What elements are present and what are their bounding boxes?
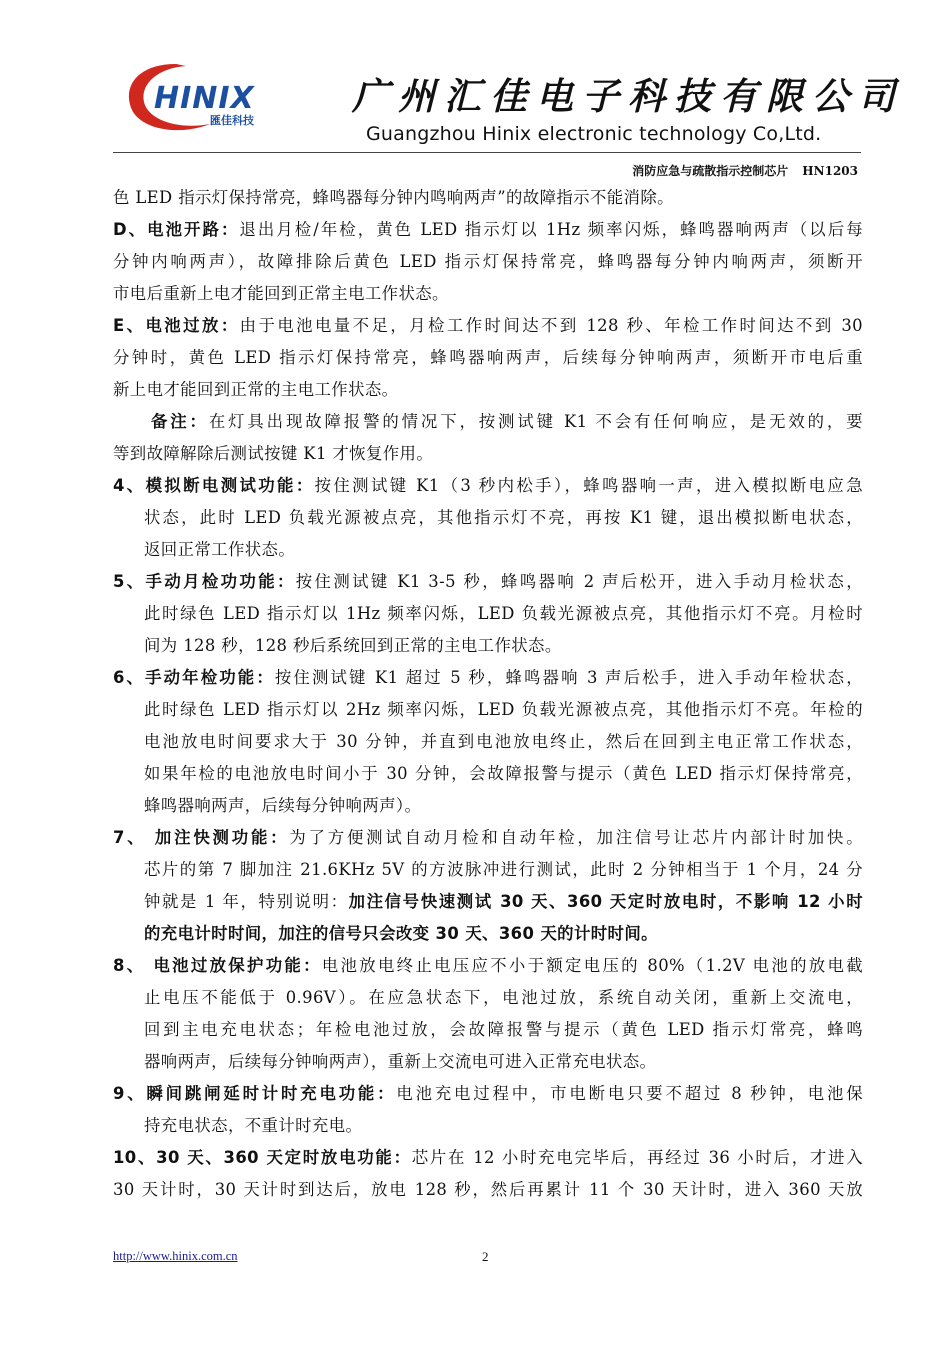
text-line: 如果年检的电池放电时间小于 30 分钟，会故障报警与提示（黄色 LED 指示灯保持常亮， — [144, 764, 863, 783]
section-label: 8、 电池过放保护功能： — [113, 956, 322, 975]
text-line: 30 天计时，30 天计时到达后，放电 128 秒，然后再累计 11 个 30 天计时，进入 360 天放 — [113, 1180, 863, 1199]
text-span: 电池充电过程中，市电断电只要不超过 8 秒钟，电池保 — [396, 1084, 864, 1103]
text-line — [113, 950, 863, 982]
text-span: 钟就是 1 年，特别说明： — [144, 892, 349, 911]
text-line — [113, 1142, 863, 1174]
text-line — [113, 470, 863, 502]
text-line: 持充电状态，不重计时充电。 — [144, 1116, 363, 1135]
logo-text: HINIX — [154, 81, 255, 116]
text-span: 为了方便测试自动月检和自动年检，加注信号让芯片内部计时加快。 — [289, 828, 863, 847]
text-line: 分钟内响两声），故障排除后黄色 LED 指示灯保持常亮，蜂鸣器每分钟内响两声，须断开 — [113, 252, 863, 271]
footer-website-link[interactable]: http://www.hinix.com.cn — [113, 1249, 238, 1263]
text-line: 此时绿色 LED 指示灯以 2Hz 频率闪烁，LED 负载光源被点亮，其他指示灯不亮。年检的 — [144, 700, 863, 719]
text-line: 蜂鸣器响两声，后续每分钟响两声）。 — [144, 796, 422, 815]
logo-subtext: 匯佳科技 — [210, 114, 254, 127]
section-label: 6、手动年检功能： — [113, 668, 275, 687]
company-name-english: Guangzhou Hinix electronic technology Co,Ltd. — [366, 123, 822, 145]
section-label: 10、30 天、360 天定时放电功能： — [113, 1148, 412, 1167]
text-line: 器响两声，后续每分钟响两声），重新上交流电可进入正常充电状态。 — [144, 1052, 657, 1071]
text-span: 由于电池电量不足，月检工作时间达不到 128 秒、年检工作时间达不到 30 — [239, 316, 863, 335]
text-line — [113, 1078, 863, 1110]
page-number: 2 — [482, 1249, 489, 1264]
hinix-logo — [118, 58, 278, 138]
text-line: 电池放电时间要求大于 30 分钟，并直到电池放电终止，然后在回到主电正常工作状态， — [144, 732, 863, 751]
text-line — [113, 566, 863, 598]
text-span: 在灯具出现故障报警的情况下，按测试键 K1 不会有任何响应，是无效的，要 — [208, 412, 863, 431]
document-code: HN1203 — [802, 164, 858, 178]
body-text — [113, 182, 863, 1206]
text-line: 返回正常工作状态。 — [144, 540, 296, 559]
text-line — [113, 822, 863, 854]
document-title — [632, 162, 858, 180]
section-label: 4、模拟断电测试功能： — [113, 476, 315, 495]
text-span: 按住测试键 K1（3 秒内松手），蜂鸣器响一声，进入模拟断电应急 — [314, 476, 863, 495]
text-line: 止电压不能低于 0.96V）。在应急状态下，电池过放，系统自动关闭，重新上交流电， — [144, 988, 863, 1007]
text-line: 芯片的第 7 脚加注 21.6KHz 5V 的方波脉冲进行测试，此时 2 分钟相当于 1 个月，24 分 — [144, 860, 863, 879]
section-label: 9、瞬间跳闸延时计时充电功能： — [113, 1084, 397, 1103]
text-line: 市电后重新上电才能回到正常主电工作状态。 — [113, 284, 449, 303]
section-label: 7、 加注快测功能： — [113, 828, 290, 847]
text-span: 退出月检/年检，黄色 LED 指示灯以 1Hz 频率闪烁，蜂鸣器响两声（以后每 — [239, 220, 864, 239]
note-label: 备注： — [151, 412, 209, 431]
header-divider — [113, 152, 861, 153]
text-line: 新上电才能回到正常的主电工作状态。 — [113, 380, 399, 399]
section-label: D、电池开路： — [113, 220, 240, 239]
section-label: E、电池过放： — [113, 316, 240, 335]
text-line: 此时绿色 LED 指示灯以 1Hz 频率闪烁，LED 负载光源被点亮，其他指示灯不亮。月检时 — [144, 604, 863, 623]
text-line — [113, 214, 863, 246]
text-line: 分钟时，黄色 LED 指示灯保持常亮，蜂鸣器响两声，后续每分钟响两声，须断开市电后重 — [113, 348, 863, 367]
section-label: 5、手动月检功功能： — [113, 572, 296, 591]
text-span: 按住测试键 K1 超过 5 秒，蜂鸣器响 3 声后松手，进入手动年检状态， — [274, 668, 863, 687]
text-line: 状态，此时 LED 负载光源被点亮，其他指示灯不亮，再按 K1 键，退出模拟断电状态， — [144, 508, 863, 527]
company-name-chinese: 广州汇佳电子科技有限公司 — [352, 75, 904, 118]
text-line — [113, 662, 863, 694]
text-line: 的充电计时时间，加注的信号只会改变 30 天、360 天的计时时间。 — [144, 924, 658, 943]
bold-text: 加注信号快速测试 30 天、360 天定时放电时，不影响 12 小时 — [348, 892, 863, 911]
text-span: 电池放电终止电压应不小于额定电压的 80%（1.2V 电池的放电截 — [321, 956, 863, 975]
document-title-text: 消防应急与疏散指示控制芯片 — [632, 164, 789, 178]
text-line: 等到故障解除后测试按键 K1 才恢复作用。 — [113, 444, 434, 463]
text-line — [113, 406, 863, 438]
text-line — [113, 310, 863, 342]
text-line: 间为 128 秒，128 秒后系统回到正常的主电工作状态。 — [144, 636, 562, 655]
text-line: 色 LED 指示灯保持常亮，蜂鸣器每分钟内鸣响两声”的故障指示不能消除。 — [113, 188, 674, 207]
text-line — [113, 886, 863, 918]
text-span: 芯片在 12 小时充电完毕后，再经过 36 小时后，才进入 — [411, 1148, 863, 1167]
text-span: 按住测试键 K1 3-5 秒，蜂鸣器响 2 声后松开，进入手动月检状态， — [295, 572, 863, 591]
text-line: 回到主电充电状态；年检电池过放，会故障报警与提示（黄色 LED 指示灯常亮，蜂鸣 — [144, 1020, 863, 1039]
